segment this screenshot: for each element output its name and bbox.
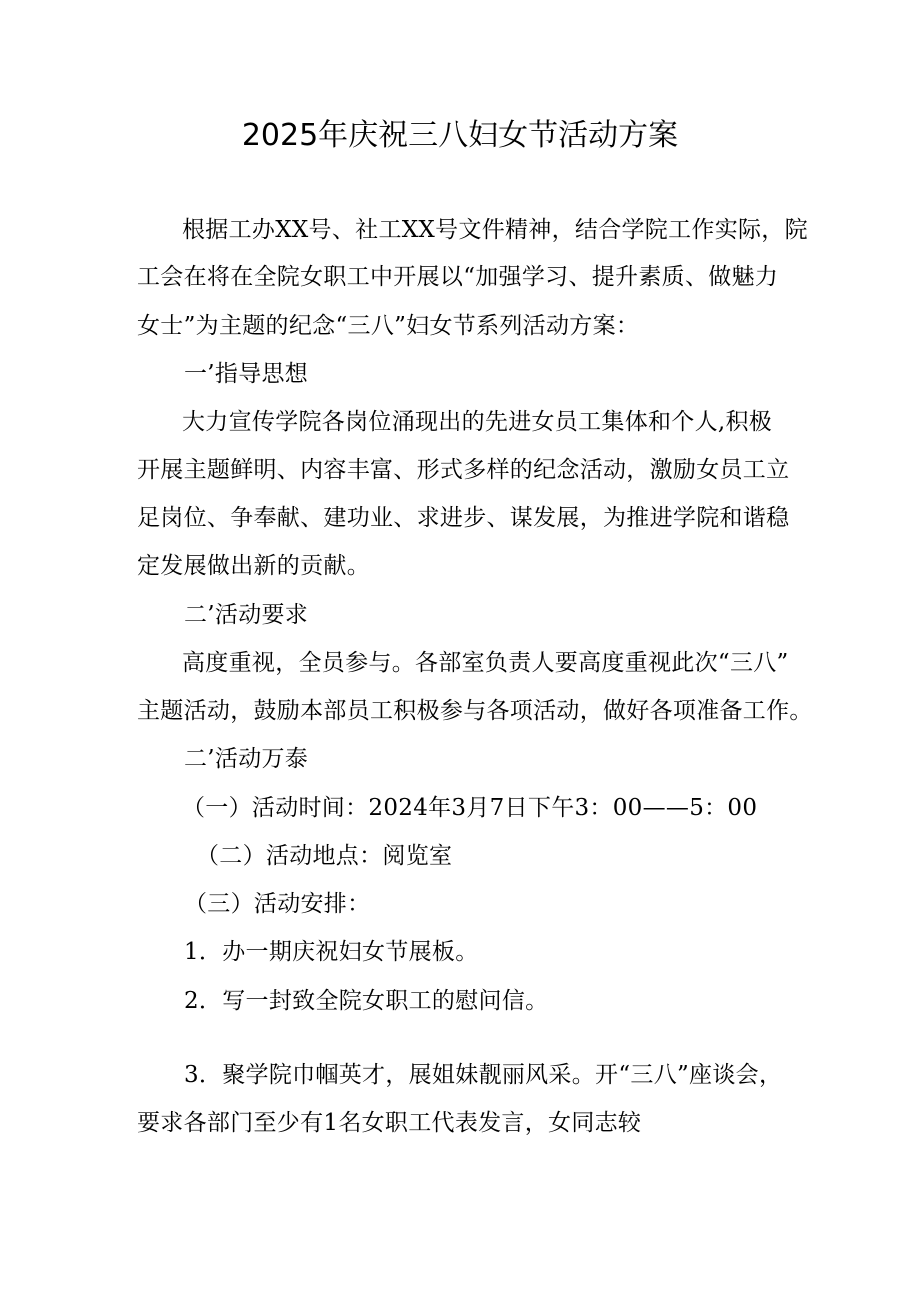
paragraph-line: 工会在将在全院女职工中开展以“加强学习、提升素质、做魅力 bbox=[137, 264, 779, 290]
list-item: 3．聚学院巾帼英才，展姐妹靓丽风采。开“三八”座谈会， bbox=[184, 1062, 783, 1088]
paragraph-line: 主题活动，鼓励本部员工积极参与各项活动，做好各项准备工作。 bbox=[137, 698, 813, 724]
paragraph-line: 根据工办XX号、社工XX号文件精神，结合学院工作实际，院 bbox=[182, 217, 808, 243]
paragraph-line: 女士”为主题的纪念“三八”妇女节系列活动方案： bbox=[137, 313, 640, 339]
list-item: 1．办一期庆祝妇女节展板。 bbox=[184, 939, 479, 965]
paragraph-line: 足岗位、争奉献、建功业、求进步、谋发展，为推进学院和谐稳 bbox=[137, 505, 790, 531]
paragraph-line: 要求各部门至少有1名女职工代表发言，女同志较 bbox=[137, 1110, 642, 1136]
paragraph-line: 大力宣传学院各岗位涌现出的先进女员工集体和个人,积极 bbox=[182, 409, 773, 435]
list-item: （三）活动安排： bbox=[184, 891, 371, 917]
document-title: 2025年庆祝三八妇女节活动方案 bbox=[241, 118, 679, 153]
list-item: 2．写一封致全院女职工的慰问信。 bbox=[184, 988, 549, 1014]
paragraph-line: 开展主题鲜明、内容丰富、形式多样的纪念活动，激励女员工立 bbox=[137, 457, 790, 483]
paragraph-line: 定发展做出新的贡献。 bbox=[137, 553, 370, 579]
section-heading: 二’活动万泰 bbox=[184, 746, 309, 772]
section-heading: 二’活动要求 bbox=[184, 602, 309, 628]
paragraph-line: 高度重视，全员参与。各部室负责人要高度重视此次“三八” bbox=[182, 650, 789, 676]
section-heading: 一’指导思想 bbox=[184, 361, 309, 387]
list-item: （二）活动地点：阅览室 bbox=[196, 843, 453, 869]
list-item: （一）活动时间：2024年3月7日下午3：00——5：00 bbox=[182, 795, 758, 821]
